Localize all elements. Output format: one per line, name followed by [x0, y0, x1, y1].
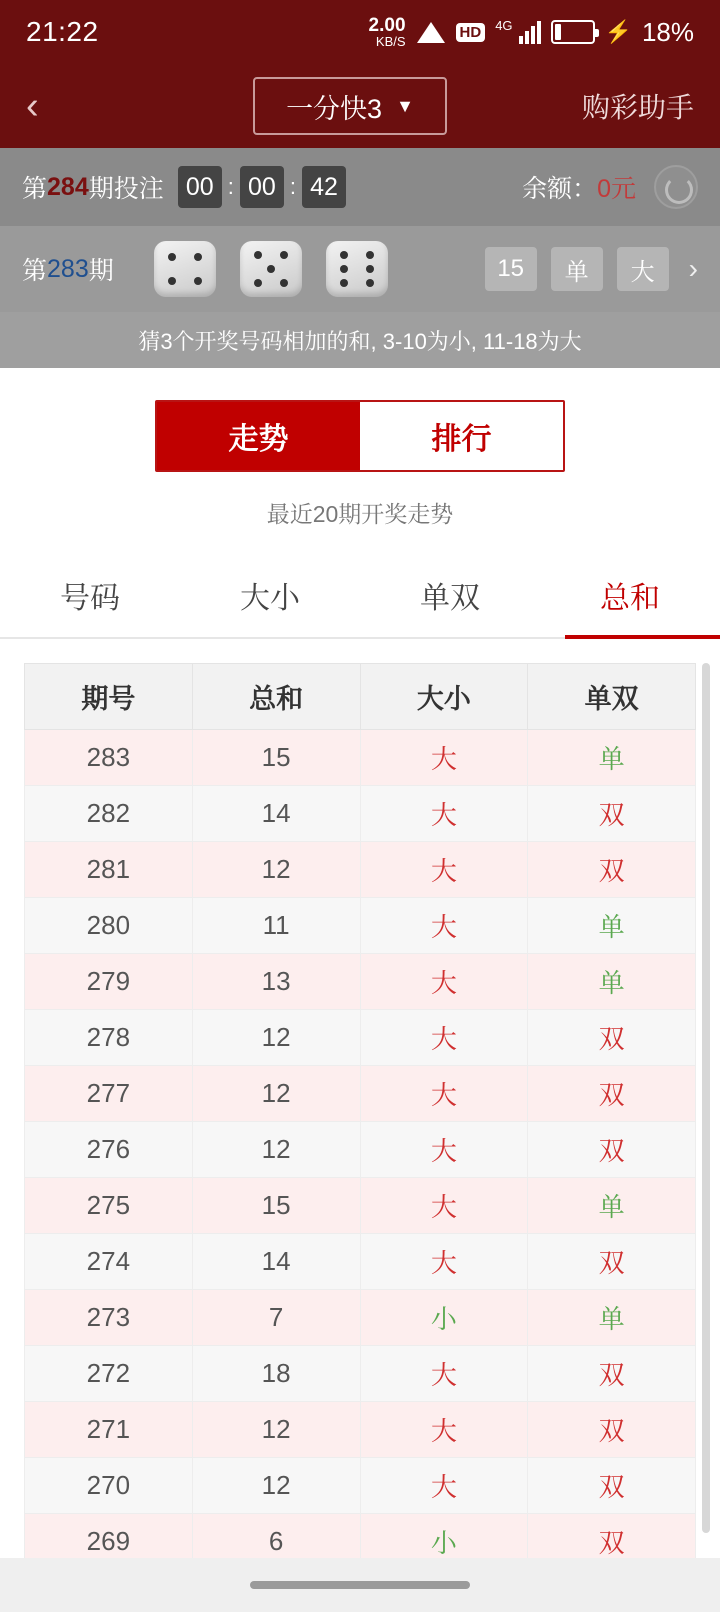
column-header-term: 期号 — [25, 664, 193, 730]
cell-sum: 18 — [192, 1346, 360, 1402]
trend-subtitle: 最近20期开奖走势 — [266, 501, 454, 527]
cell-sum: 12 — [192, 1010, 360, 1066]
tab-number[interactable]: 号码 — [60, 582, 120, 615]
game-selector[interactable] — [253, 77, 447, 135]
cell-parity: 双 — [528, 1514, 696, 1570]
trend-table — [24, 663, 696, 1570]
cell-parity: 双 — [528, 1458, 696, 1514]
cell-parity: 双 — [528, 786, 696, 842]
table-row — [25, 730, 696, 786]
table-row — [25, 1402, 696, 1458]
bet-prefix: 第 — [22, 175, 48, 203]
status-bar — [0, 0, 720, 64]
purchase-helper-button[interactable]: 购彩助手 — [581, 92, 694, 123]
table-row — [25, 954, 696, 1010]
countdown-minutes: 00 — [240, 166, 284, 208]
cell-term: 280 — [25, 898, 193, 954]
cell-sum: 12 — [192, 1122, 360, 1178]
network-type-icon: 4G — [495, 17, 513, 33]
tab-parity[interactable]: 单双 — [420, 582, 480, 615]
balance-display — [522, 169, 636, 205]
result-tags — [485, 247, 698, 291]
network-speed-value: 2.00 — [368, 15, 406, 36]
home-indicator — [0, 1558, 720, 1612]
cell-term: 275 — [25, 1178, 193, 1234]
title-bar — [0, 64, 720, 148]
wifi-icon — [416, 20, 446, 44]
cell-parity: 单 — [528, 1178, 696, 1234]
chevron-down-icon: ▼ — [396, 95, 414, 116]
network-speed-unit: KB/S — [375, 34, 406, 49]
cell-term: 283 — [25, 730, 193, 786]
cell-size: 大 — [360, 954, 528, 1010]
result-term-number: 283 — [47, 254, 89, 283]
cell-size: 大 — [360, 786, 528, 842]
cell-size: 大 — [360, 1402, 528, 1458]
countdown-sep: : — [289, 174, 296, 199]
cell-term: 276 — [25, 1122, 193, 1178]
die-icon — [326, 241, 388, 297]
charging-icon: ⚡ — [604, 19, 632, 44]
countdown-seconds: 42 — [302, 166, 346, 208]
cell-term: 281 — [25, 842, 193, 898]
result-parity-tag: 单 — [551, 247, 603, 291]
network-speed — [369, 16, 406, 48]
cell-term: 274 — [25, 1234, 193, 1290]
cell-parity: 双 — [528, 1122, 696, 1178]
result-size-tag: 大 — [617, 247, 669, 291]
cell-term: 278 — [25, 1010, 193, 1066]
cell-term: 279 — [25, 954, 193, 1010]
cell-parity: 单 — [528, 954, 696, 1010]
cell-term: 272 — [25, 1346, 193, 1402]
tab-sum[interactable]: 总和 — [540, 557, 720, 637]
chevron-right-icon[interactable]: › — [688, 253, 698, 284]
table-row — [25, 1178, 696, 1234]
table-row — [25, 842, 696, 898]
cell-sum: 12 — [192, 1066, 360, 1122]
battery-percent: 18% — [641, 16, 694, 47]
result-prefix: 第 — [22, 257, 48, 285]
table-scrollbar[interactable] — [702, 663, 710, 1533]
column-header-size: 大小 — [360, 664, 528, 730]
dice-group — [154, 241, 388, 297]
cell-sum: 11 — [192, 898, 360, 954]
last-result-bar[interactable] — [0, 226, 720, 312]
tab-trend[interactable]: 走势 — [157, 402, 360, 470]
cell-term: 269 — [25, 1514, 193, 1570]
countdown-timer — [178, 166, 346, 208]
cell-parity: 双 — [528, 1402, 696, 1458]
table-row — [25, 1122, 696, 1178]
table-row — [25, 1066, 696, 1122]
cell-size: 大 — [360, 1066, 528, 1122]
cell-parity: 单 — [528, 1290, 696, 1346]
balance-value: 0元 — [597, 175, 636, 203]
column-header-sum: 总和 — [192, 664, 360, 730]
cell-size: 小 — [360, 1290, 528, 1346]
countdown-sep: : — [227, 174, 234, 199]
table-row — [25, 1234, 696, 1290]
cell-sum: 12 — [192, 1458, 360, 1514]
table-header-row — [25, 664, 696, 730]
cell-sum: 12 — [192, 842, 360, 898]
table-row — [25, 1346, 696, 1402]
segmented-control — [155, 400, 565, 472]
result-suffix: 期 — [88, 257, 114, 285]
signal-icon — [519, 20, 541, 44]
category-tabs — [0, 557, 720, 639]
game-selector-label: 一分快3 — [286, 93, 383, 124]
table-row — [25, 1010, 696, 1066]
table-row — [25, 1458, 696, 1514]
cell-sum: 6 — [192, 1514, 360, 1570]
cell-term: 277 — [25, 1066, 193, 1122]
cell-parity: 双 — [528, 1234, 696, 1290]
bet-info-bar — [0, 148, 720, 226]
tab-size[interactable]: 大小 — [240, 582, 300, 615]
cell-size: 大 — [360, 1234, 528, 1290]
tab-ranking[interactable]: 排行 — [360, 402, 563, 470]
cell-term: 271 — [25, 1402, 193, 1458]
cell-size: 大 — [360, 1122, 528, 1178]
bet-term-number: 284 — [47, 172, 89, 201]
cell-size: 小 — [360, 1514, 528, 1570]
cell-parity: 双 — [528, 1010, 696, 1066]
cell-size: 大 — [360, 1458, 528, 1514]
cell-term: 282 — [25, 786, 193, 842]
cell-parity: 单 — [528, 898, 696, 954]
result-sum-tag: 15 — [485, 247, 537, 291]
status-icons — [369, 16, 694, 48]
table-body — [25, 730, 696, 1570]
balance-label: 余额： — [522, 175, 598, 203]
cell-sum: 12 — [192, 1402, 360, 1458]
cell-sum: 15 — [192, 1178, 360, 1234]
cell-parity: 双 — [528, 1066, 696, 1122]
table-row — [25, 898, 696, 954]
cell-parity: 单 — [528, 730, 696, 786]
cell-size: 大 — [360, 1010, 528, 1066]
table-row — [25, 1290, 696, 1346]
cell-parity: 双 — [528, 842, 696, 898]
bet-suffix: 期投注 — [88, 175, 164, 203]
rule-hint: 猜3个开奖号码相加的和, 3-10为小, 11-18为大 — [0, 312, 720, 368]
battery-icon — [551, 20, 595, 44]
column-header-parity: 单双 — [528, 664, 696, 730]
cell-size: 大 — [360, 1178, 528, 1234]
cell-term: 270 — [25, 1458, 193, 1514]
cell-term: 273 — [25, 1290, 193, 1346]
status-clock: 21:22 — [26, 16, 99, 47]
cell-sum: 7 — [192, 1290, 360, 1346]
hd-icon: HD — [456, 23, 486, 42]
segmented-control-wrap — [0, 368, 720, 472]
die-icon — [240, 241, 302, 297]
cell-sum: 14 — [192, 786, 360, 842]
cell-parity: 双 — [528, 1346, 696, 1402]
die-icon — [154, 241, 216, 297]
cell-size: 大 — [360, 898, 528, 954]
cell-sum: 14 — [192, 1234, 360, 1290]
cell-size: 大 — [360, 730, 528, 786]
countdown-hours: 00 — [178, 166, 222, 208]
cell-size: 大 — [360, 1346, 528, 1402]
cell-sum: 15 — [192, 730, 360, 786]
refresh-icon[interactable] — [654, 165, 698, 209]
trend-table-area — [0, 639, 720, 1570]
table-row — [25, 786, 696, 842]
cell-size: 大 — [360, 842, 528, 898]
back-icon[interactable]: ‹ — [26, 84, 39, 127]
cell-sum: 13 — [192, 954, 360, 1010]
